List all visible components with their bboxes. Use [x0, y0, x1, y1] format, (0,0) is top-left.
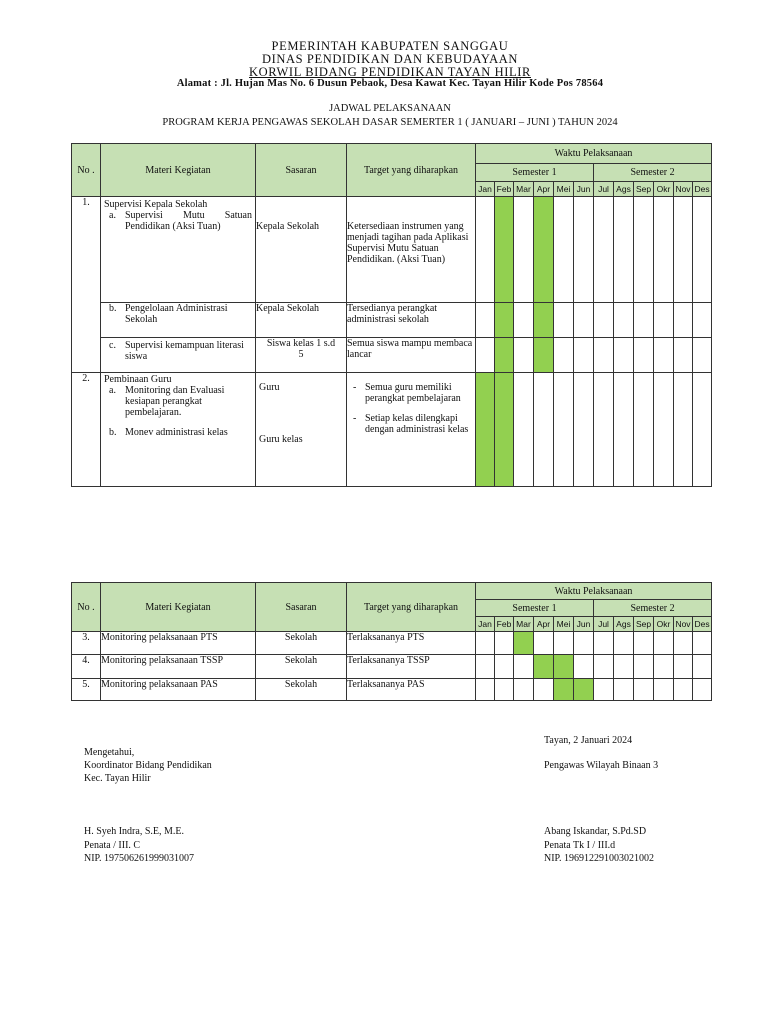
month-cell [594, 373, 614, 487]
target-cell: Terlaksananya PAS [347, 679, 476, 701]
month-header: Okr [654, 617, 674, 632]
target-cell: Tersedianya perangkat administrasi sekolah [347, 303, 476, 338]
month-cell [654, 679, 674, 701]
month-cell [654, 655, 674, 679]
month-cell [514, 679, 534, 701]
month-cell [634, 679, 654, 701]
table-row [72, 197, 712, 303]
month-cell [476, 373, 495, 487]
month-cell [574, 655, 594, 679]
title-line-1: JADWAL PELAKSANAAN [329, 103, 451, 114]
col-header-semester-1: Semester 1 [476, 600, 594, 617]
month-cell [495, 338, 514, 373]
month-cell [614, 373, 634, 487]
col-header-materi: Materi Kegiatan [101, 144, 256, 197]
sasaran-cell: Guru kelas [259, 434, 303, 445]
table-row [72, 679, 712, 701]
month-cell [476, 632, 495, 655]
supervisor-rank: Penata Tk I / III.d [544, 840, 616, 851]
coordinator-rank: Penata / III. C [84, 840, 141, 851]
activity-heading: Supervisi Kepala Sekolah [104, 199, 208, 210]
month-cell [476, 338, 495, 373]
month-cell [654, 373, 674, 487]
item-letter: c. [109, 340, 116, 351]
month-cell [674, 679, 693, 701]
month-cell [554, 655, 574, 679]
table-row [72, 632, 712, 655]
month-cell [693, 197, 712, 303]
month-cell [514, 632, 534, 655]
month-cell [654, 632, 674, 655]
month-cell [693, 632, 712, 655]
sasaran-cell: Sekolah [256, 632, 347, 655]
month-cell [534, 338, 554, 373]
month-cell [574, 679, 594, 701]
coordinator-name: H. Syeh Indra, S.E, M.E. [84, 826, 184, 837]
col-header-sasaran: Sasaran [256, 144, 347, 197]
month-header: Feb [495, 182, 514, 197]
month-cell [534, 373, 554, 487]
month-cell [534, 303, 554, 338]
month-cell [554, 338, 574, 373]
month-cell [574, 303, 594, 338]
month-cell [534, 679, 554, 701]
month-cell [674, 373, 693, 487]
item-letter: b. [109, 303, 117, 314]
month-cell [594, 338, 614, 373]
month-cell [654, 338, 674, 373]
month-cell [654, 197, 674, 303]
month-header: Des [693, 182, 712, 197]
month-cell [495, 679, 514, 701]
month-cell [614, 197, 634, 303]
month-header: Apr [534, 182, 554, 197]
month-cell [476, 197, 495, 303]
month-header: Nov [674, 617, 693, 632]
month-header: Ags [614, 617, 634, 632]
month-cell [514, 197, 534, 303]
item-letter: a. [109, 210, 116, 221]
month-cell [614, 303, 634, 338]
month-header: Jun [574, 182, 594, 197]
month-cell [693, 679, 712, 701]
sasaran-cell: Kepala Sekolah [256, 197, 347, 303]
row-number: 4. [72, 655, 101, 679]
col-header-materi: Materi Kegiatan [101, 583, 256, 632]
supervisor-name: Abang Iskandar, S.Pd.SD [544, 826, 647, 837]
bullet-dash: - [353, 413, 357, 424]
supervisor-nip: NIP. 196912291003021002 [544, 853, 655, 864]
month-cell [634, 338, 654, 373]
month-cell [554, 197, 574, 303]
month-cell [594, 655, 614, 679]
month-cell [634, 373, 654, 487]
activity-text: Supervisi kemampuan literasi siswa [125, 340, 244, 362]
target-cell: Terlaksananya TSSP [347, 655, 476, 679]
coordinator-nip: NIP. 197506261999031007 [84, 853, 195, 864]
month-header: Sep [634, 182, 654, 197]
table-row [72, 655, 712, 679]
month-cell [614, 338, 634, 373]
month-header: Sep [634, 617, 654, 632]
col-header-semester-2: Semester 2 [594, 600, 712, 617]
month-cell [554, 373, 574, 487]
month-cell [654, 303, 674, 338]
activity-text: Monitoring dan Evaluasi kesiapan perangkat pembelajaran. [125, 385, 225, 418]
month-header: Ags [614, 182, 634, 197]
month-cell [514, 303, 534, 338]
activity-text: Monev administrasi kelas [125, 427, 228, 438]
table-row [72, 303, 712, 338]
month-cell [476, 679, 495, 701]
acknowledged-label: Mengetahui, [84, 747, 135, 758]
month-cell [495, 632, 514, 655]
month-cell [674, 655, 693, 679]
month-cell [594, 197, 614, 303]
activity-text: Monitoring pelaksanaan PTS [101, 632, 256, 655]
item-letter: a. [109, 385, 116, 396]
header-address: Alamat : Jl. Hujan Mas No. 6 Dusun Pebaok, Desa Kawat Kec. Tayan Hilir Kode Pos 78564 [176, 78, 604, 89]
month-cell [574, 373, 594, 487]
month-cell [634, 197, 654, 303]
row-number: 1. [72, 197, 101, 373]
month-cell [514, 655, 534, 679]
month-cell [554, 303, 574, 338]
month-cell [574, 197, 594, 303]
col-header-waktu: Waktu Pelaksanaan [476, 144, 712, 164]
month-cell [534, 655, 554, 679]
month-cell [495, 655, 514, 679]
month-cell [634, 303, 654, 338]
col-header-semester-2: Semester 2 [594, 164, 712, 182]
month-cell [674, 197, 693, 303]
month-cell [614, 679, 634, 701]
sasaran-cell: Sekolah [256, 655, 347, 679]
month-cell [534, 197, 554, 303]
month-cell [693, 655, 712, 679]
month-header: Feb [495, 617, 514, 632]
activity-heading: Pembinaan Guru [104, 374, 172, 385]
col-header-waktu: Waktu Pelaksanaan [476, 583, 712, 600]
sasaran-cell: Sekolah [256, 679, 347, 701]
activity-text: Monitoring pelaksanaan PAS [101, 679, 256, 701]
month-cell [674, 303, 693, 338]
supervisor-title: Pengawas Wilayah Binaan 3 [544, 760, 659, 771]
month-cell [614, 632, 634, 655]
col-header-target: Target yang diharapkan [347, 144, 476, 197]
target-cell: Semua guru memiliki perangkat pembelajaran [365, 382, 461, 404]
activity-text: Pengelolaan Administrasi Sekolah [125, 303, 228, 325]
month-header: Nov [674, 182, 693, 197]
month-cell [476, 655, 495, 679]
month-header: Mar [514, 182, 534, 197]
table-row [72, 373, 712, 487]
month-cell [574, 338, 594, 373]
schedule-table-1 [71, 143, 712, 487]
month-cell [634, 655, 654, 679]
activity-text: Monitoring pelaksanaan TSSP [101, 655, 256, 679]
month-cell [594, 303, 614, 338]
col-header-no: No . [72, 583, 101, 632]
month-header: Mei [554, 182, 574, 197]
month-header: Jul [594, 617, 614, 632]
month-header: Jul [594, 182, 614, 197]
target-cell: Setiap kelas dilengkapi dengan administrasi kelas [365, 413, 469, 435]
header-line-3: KORWIL BIDANG PENDIDIKAN TAYAN HILIR [249, 65, 531, 79]
month-cell [594, 632, 614, 655]
sasaran-cell: Siswa kelas 1 s.d 5 [256, 338, 347, 373]
month-cell [574, 632, 594, 655]
coordinator-district: Kec. Tayan Hilir [84, 773, 151, 784]
title-line-2: PROGRAM KERJA PENGAWAS SEKOLAH DASAR SEMERTER 1 ( JANUARI – JUNI ) TAHUN 2024 [162, 117, 618, 128]
month-header: Mei [554, 617, 574, 632]
month-header: Jun [574, 617, 594, 632]
month-cell [495, 373, 514, 487]
month-header: Des [693, 617, 712, 632]
month-cell [476, 303, 495, 338]
month-cell [495, 303, 514, 338]
col-header-semester-1: Semester 1 [476, 164, 594, 182]
col-header-no: No . [72, 144, 101, 197]
month-header: Jan [476, 182, 495, 197]
bullet-dash: - [353, 382, 357, 393]
place-date: Tayan, 2 Januari 2024 [544, 735, 633, 746]
row-number: 2. [72, 373, 101, 487]
row-number: 3. [72, 632, 101, 655]
month-cell [674, 632, 693, 655]
target-cell: Terlaksananya PTS [347, 632, 476, 655]
sasaran-cell: Kepala Sekolah [256, 303, 347, 338]
month-cell [554, 679, 574, 701]
item-letter: b. [109, 427, 117, 438]
month-cell [514, 373, 534, 487]
row-number: 5. [72, 679, 101, 701]
month-cell [693, 373, 712, 487]
sasaran-cell: Guru [259, 382, 280, 393]
month-cell [614, 655, 634, 679]
month-cell [554, 632, 574, 655]
month-header: Jan [476, 617, 495, 632]
month-header: Mar [514, 617, 534, 632]
activity-text: Supervisi Mutu Satuan Pendidikan (Aksi Tuan) [125, 210, 252, 232]
month-cell [693, 338, 712, 373]
month-header: Apr [534, 617, 554, 632]
month-cell [674, 338, 693, 373]
month-cell [514, 338, 534, 373]
target-cell: Semua siswa mampu membaca lancar [347, 338, 476, 373]
target-cell: Ketersediaan instrumen yang menjadi tagihan pada Aplikasi Supervisi Mutu Satuan Pendidikan. (Aksi Tuan) [347, 197, 476, 303]
col-header-target: Target yang diharapkan [347, 583, 476, 632]
month-cell [594, 679, 614, 701]
coordinator-title: Koordinator Bidang Pendidikan [84, 760, 212, 771]
month-header: Okr [654, 182, 674, 197]
month-cell [534, 632, 554, 655]
col-header-sasaran: Sasaran [256, 583, 347, 632]
month-cell [693, 303, 712, 338]
month-cell [634, 632, 654, 655]
schedule-table-2 [71, 582, 712, 701]
header-line-2: DINAS PENDIDIKAN DAN KEBUDAYAAN [262, 52, 518, 66]
table-row [72, 338, 712, 373]
month-cell [495, 197, 514, 303]
header-line-1: PEMERINTAH KABUPATEN SANGGAU [271, 39, 509, 53]
